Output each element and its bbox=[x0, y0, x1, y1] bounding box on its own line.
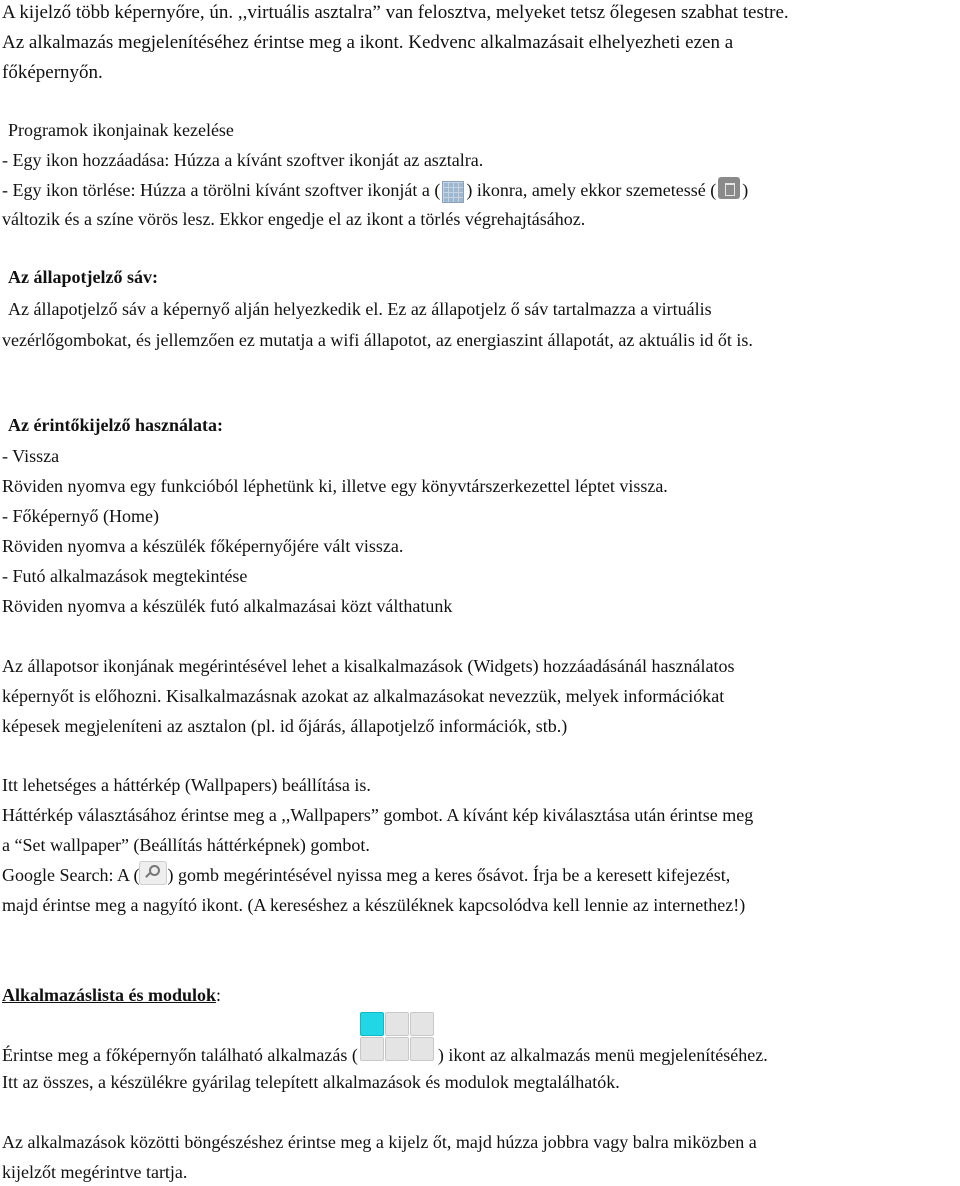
statusbar-line-2: vezérlőgombokat, és jellemzően ez mutatja a wifi állapotot, az energiaszint állapotát, az aktuális id őt is. bbox=[2, 330, 753, 350]
home-title: - Főképernyő (Home) bbox=[2, 506, 159, 526]
delete-text-part-2: ) ikonra, amely ekkor szemetessé ( bbox=[466, 180, 717, 200]
search-text-part-1: Google Search: A ( bbox=[2, 865, 140, 885]
applist-text-part-1: Érintse meg a főképernyőn található alkalmazás ( bbox=[2, 1045, 358, 1065]
applist-line-2: Itt az összes, a készülékre gyárilag telepített alkalmazások és modulok megtalálhatók. bbox=[2, 1072, 620, 1092]
applist-line-1 bbox=[2, 1044, 768, 1068]
apps-icon-cell bbox=[360, 1037, 384, 1061]
home-desc: Röviden nyomva a készülék főképernyőjére vált vissza. bbox=[2, 536, 404, 556]
applist-heading-text: Alkalmazáslista és modulok bbox=[2, 985, 217, 1005]
trash-icon bbox=[718, 177, 740, 199]
search-text-part-2: ) gomb megérintésével nyissa meg a keres ősávot. Írja be a keresett kifejezést, bbox=[167, 865, 731, 885]
icons-heading: Programok ikonjainak kezelése bbox=[8, 120, 234, 140]
delete-icon-text bbox=[2, 179, 748, 203]
back-title: - Vissza bbox=[2, 446, 60, 466]
back-desc: Röviden nyomva egy funkcióból léphetünk ki, illetve egy könyvtárszerkezettel léptet vissza. bbox=[2, 476, 668, 496]
applist-line-4: kijelzőt megérintve tartja. bbox=[2, 1162, 188, 1182]
apps-icon-cell bbox=[410, 1037, 434, 1061]
touch-heading: Az érintőkijelző használata: bbox=[8, 415, 223, 435]
delete-text-part-3: ) bbox=[742, 180, 749, 200]
applist-heading-colon: : bbox=[216, 985, 222, 1005]
statusbar-line-1: Az állapotjelző sáv a képernyő alján helyezkedik el. Ez az állapotjelz ő sáv tartalmazza a virtuális bbox=[8, 299, 712, 319]
apps-icon-cell bbox=[410, 1012, 434, 1036]
delete-icon-text-2: változik és a színe vörös lesz. Ekkor engedje el az ikont a törlés végrehajtásához. bbox=[2, 209, 586, 229]
applist-text-part-2: ) ikont az alkalmazás menü megjelenítéséhez. bbox=[437, 1045, 768, 1065]
applist-line-3: Az alkalmazások közötti böngészéshez érintse meg a kijelz őt, majd húzza jobbra vagy balra miközben a bbox=[2, 1132, 757, 1152]
apps-icon-cell bbox=[360, 1012, 384, 1036]
google-search-line-2: majd érintse meg a nagyító ikont. (A kereséshez a készüléknek kapcsolódva kell lennie az internethez!) bbox=[2, 895, 746, 915]
intro-line-3: főképernyőn. bbox=[2, 62, 103, 83]
intro-line-1: A kijelző több képernyőre, ún. ,,virtuális asztalra” van felosztva, melyeket tetsz őlegesen szabhat testre. bbox=[2, 2, 789, 23]
apps-menu-icon bbox=[358, 1046, 438, 1068]
running-title: - Futó alkalmazások megtekintése bbox=[2, 566, 248, 586]
delete-text-part-1: - Egy ikon törlése: Húzza a törölni kívánt szoftver ikonját a ( bbox=[2, 180, 441, 200]
applist-heading bbox=[2, 984, 221, 1006]
widgets-line-2: képernyőt is előhozni. Kisalkalmazásnak azokat az alkalmazásokat nevezzük, melyek információkat bbox=[2, 686, 725, 706]
widgets-line-3: képesek megjeleníteni az asztalon (pl. id őjárás, állapotjelző információk, stb.) bbox=[2, 716, 568, 736]
running-desc: Röviden nyomva a készülék futó alkalmazásai közt válthatunk bbox=[2, 596, 453, 616]
statusbar-heading: Az állapotjelző sáv: bbox=[8, 267, 158, 287]
add-icon-text: - Egy ikon hozzáadása: Húzza a kívánt szoftver ikonját az asztalra. bbox=[2, 150, 484, 170]
widgets-line-1: Az állapotsor ikonjának megérintésével lehet a kisalkalmazások (Widgets) hozzáadásánál használatos bbox=[2, 656, 735, 676]
wallpaper-line-2: Háttérkép választásához érintse meg a ,,Wallpapers” gombot. A kívánt kép kiválasztása után érintse meg bbox=[2, 805, 754, 825]
wallpaper-line-1: Itt lehetséges a háttérkép (Wallpapers) beállítása is. bbox=[2, 775, 371, 795]
app-grid-icon bbox=[442, 181, 464, 203]
search-icon bbox=[139, 861, 167, 885]
google-search-line bbox=[2, 864, 730, 889]
intro-line-2: Az alkalmazás megjelenítéséhez érintse meg a ikont. Kedvenc alkalmazásait elhelyezheti ezen a bbox=[2, 32, 734, 53]
apps-icon-cell bbox=[385, 1037, 409, 1061]
apps-icon-cell bbox=[385, 1012, 409, 1036]
wallpaper-line-3: a “Set wallpaper” (Beállítás háttérképnek) gombot. bbox=[2, 835, 370, 855]
